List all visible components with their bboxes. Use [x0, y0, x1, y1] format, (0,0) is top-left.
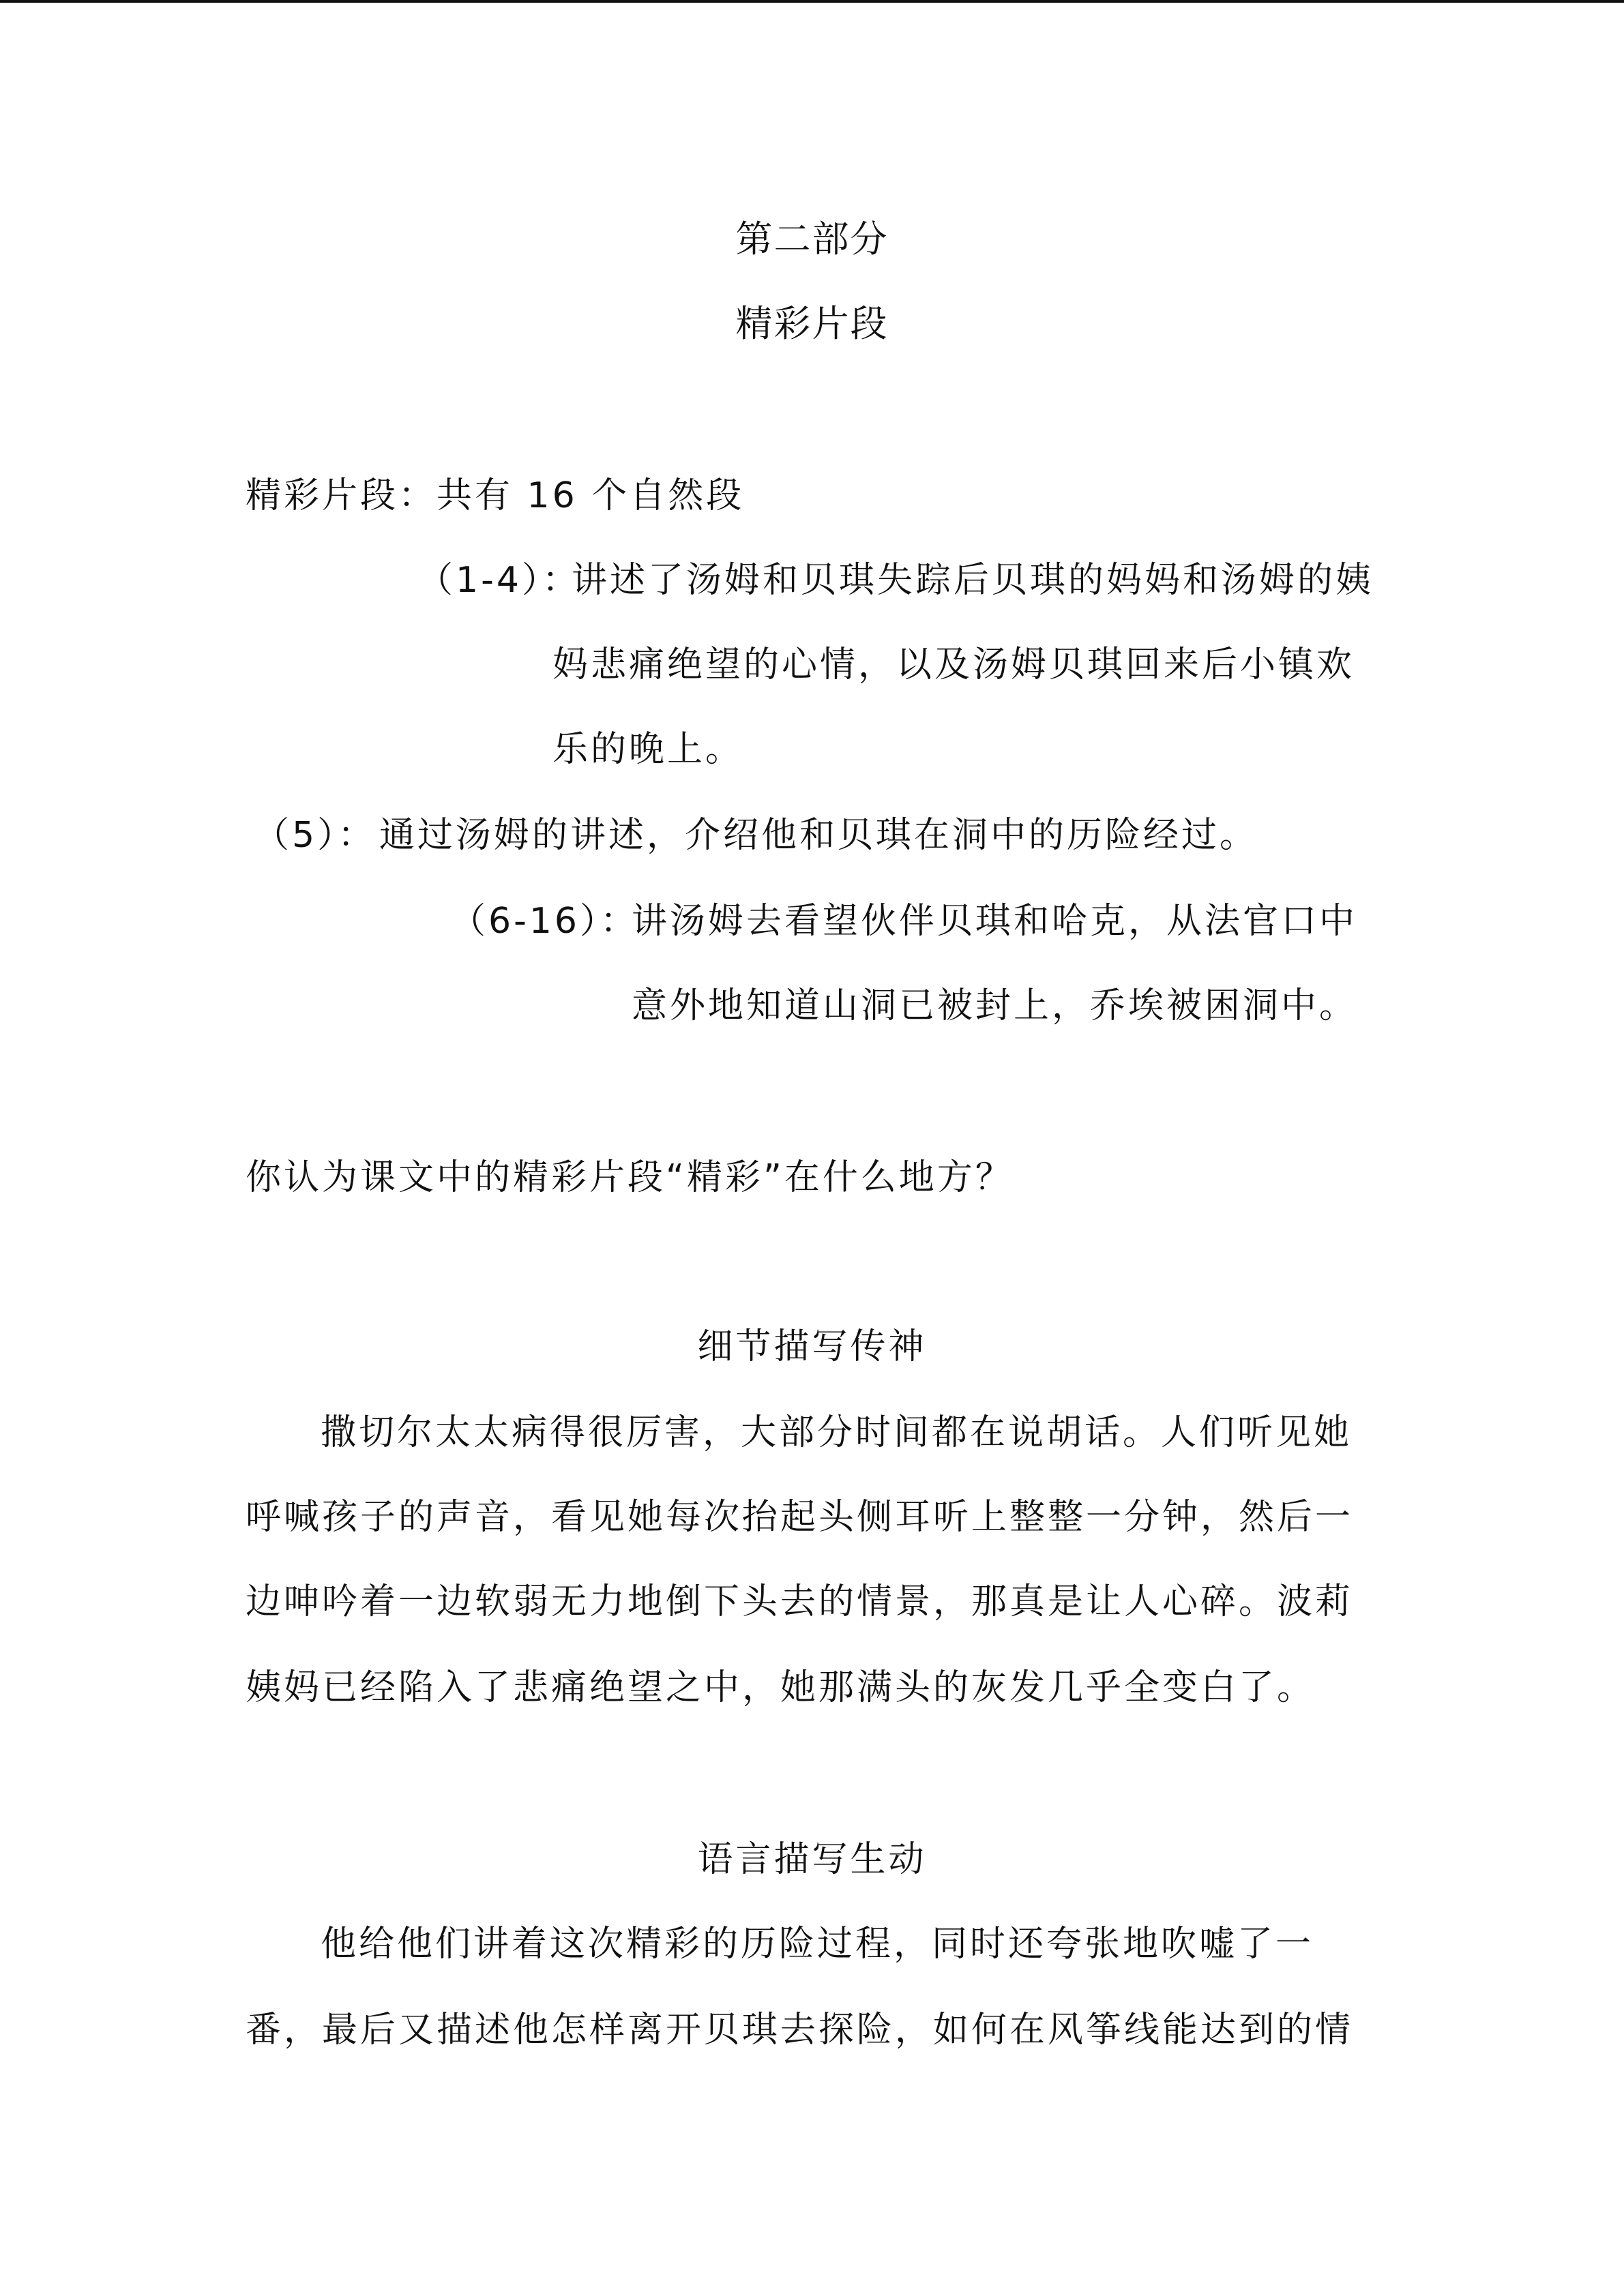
segment-2-range: （5）：: [254, 815, 377, 856]
page-top-border: [0, 0, 1624, 3]
analysis-2-line-2: 番，最后又描述他怎样离开贝琪去探险，如何在风筝线能达到的情: [246, 2010, 1354, 2051]
overview-intro: 精彩片段：共有 16 个自然段: [246, 475, 745, 516]
part-title: 第二部分: [735, 218, 889, 260]
segment-1-range: （1-4）：: [417, 560, 580, 601]
analysis-2-line-1: 他给他们讲着这次精彩的历险过程，同时还夸张地吹嘘了一: [321, 1924, 1314, 1965]
analysis-1-heading: 细节描写传神: [697, 1326, 927, 1367]
segment-1-line-3: 乐的晚上。: [552, 729, 744, 770]
question-text: 你认为课文中的精彩片段“精彩”在什么地方？: [246, 1157, 1014, 1198]
segment-3-range: （6-16）：: [450, 901, 639, 942]
analysis-1-line-1: 撒切尔太太病得很厉害，大部分时间都在说胡话。人们听见她: [321, 1412, 1353, 1453]
segment-3-line-2: 意外地知道山洞已被封上，乔埃被困洞中。: [632, 985, 1358, 1026]
analysis-1-line-4: 姨妈已经陷入了悲痛绝望之中，她那满头的灰发几乎全变白了。: [246, 1667, 1316, 1708]
section-title: 精彩片段: [735, 302, 889, 345]
segment-1-line-2: 妈悲痛绝望的心情，以及汤姆贝琪回来后小镇欢: [552, 644, 1355, 685]
analysis-1-line-3: 边呻吟着一边软弱无力地倒下头去的情景，那真是让人心碎。波莉: [246, 1581, 1354, 1622]
segment-1-line-1: 讲述了汤姆和贝琪失踪后贝琪的妈妈和汤姆的姨: [572, 560, 1374, 601]
analysis-1-line-2: 呼喊孩子的声音，看见她每次抬起头侧耳听上整整一分钟，然后一: [246, 1497, 1354, 1538]
analysis-2-heading: 语言描写生动: [697, 1839, 927, 1880]
segment-3-line-1: 讲汤姆去看望伙伴贝琪和哈克，从法官口中: [632, 901, 1358, 942]
segment-2-line-1: 通过汤姆的讲述，介绍他和贝琪在洞中的历险经过。: [379, 815, 1258, 856]
